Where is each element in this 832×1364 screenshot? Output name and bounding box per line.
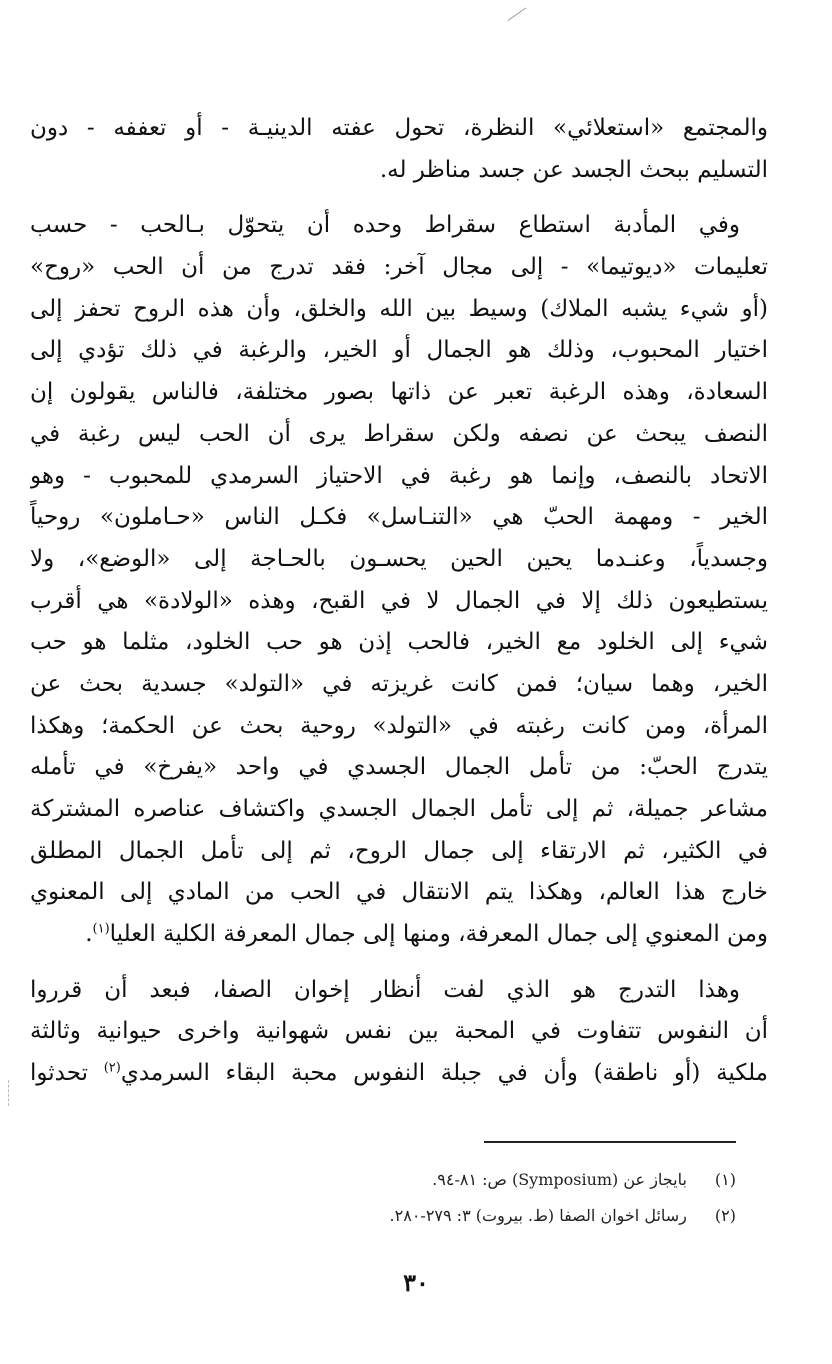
text-line: الاتحاد بالنصف، وإنما هو رغبة في الاحتياز السرمدي للمحبوب - وهو xyxy=(30,462,768,489)
text-line: وهذا التدرج هو الذي لفت أنظار إخوان الصفا، فبعد أن قرروا xyxy=(30,976,740,1003)
text-line: وجسدياً، وعنـدما يحين الحين يحسـون بالحـاجة إلى «الوضع»، ولا xyxy=(30,545,768,572)
text-line: مشاعر جميلة، ثم إلى تأمل الجمال الجسدي واكتشاف عناصره المشتركة xyxy=(30,796,768,822)
text-line: الخير - ومهمة الحبّ هي «التنـاسل» فكـل الناس «حـاملون» روحياً xyxy=(30,504,768,531)
text-line: اختيار المحبوب، وذلك هو الجمال أو الخير، والرغبة في ذلك تؤدي إلى xyxy=(30,337,768,364)
footnote-text: بايجاز عن (Symposium) ص: ٨١-٩٤. xyxy=(432,1170,687,1189)
text-line: يتدرج الحبّ: من تأمل الجمال الجسدي في واحد «يفرخ» في تأمله xyxy=(30,754,768,781)
text-line: المرأة، ومن كانت رغبته في «التولد» روحية بحث عن الحكمة؛ وهكذا xyxy=(30,712,768,739)
text-line xyxy=(30,1053,768,1095)
footnote-number: (١) xyxy=(714,1170,736,1189)
text-line: في الكثير، ثم الارتقاء إلى جمال الروح، ثم إلى تأمل الجمال المطلق xyxy=(30,837,768,864)
text-line: النصف يبحث عن نصفه ولكن سقراط يرى أن الحب ليس رغبة في xyxy=(30,420,768,447)
text-line: (أو شيء يشبه الملاك) وسيط بين الله والخلق، وأن هذه الروح تحفز إلى xyxy=(30,295,768,322)
text-line: أن النفوس تتفاوت في المحبة بين نفس شهوانية واخرى حيوانية وثالثة xyxy=(30,1018,768,1045)
footnote-ref: (٢) xyxy=(103,1060,121,1076)
text-line: السعادة، وهذه الرغبة تعبر عن ذاتها بصور مختلفة، فالناس يقولون إن xyxy=(30,379,768,406)
text-line: خارج هذا العالم، وهكذا يتم الانتقال في الحب من المادي إلى المعنوي xyxy=(30,879,768,906)
footnote-number: (٢) xyxy=(714,1206,736,1225)
footnotes xyxy=(236,1162,736,1234)
text-line-content: ومن المعنوي إلى جمال المعرفة، ومنها إلى جمال المعرفة الكلية العليا xyxy=(109,921,768,948)
text-line-tail: تحدثوا xyxy=(30,1060,88,1087)
text-line: شيء إلى الخلود مع الخير، فالحب إذن هو حب الخلود، مثلما هو حب xyxy=(30,629,768,656)
text-line: التسليم ببحث الجسد عن جسد مناظر له. xyxy=(379,156,768,183)
scan-mark xyxy=(508,7,527,20)
text-line: وفي المأدبة استطاع سقراط وحده أن يتحوّل بـالحب - حسب xyxy=(30,212,740,239)
footnote-separator xyxy=(484,1141,736,1143)
text-line: الخير، وهما سيان؛ فمن كانت غريزته في «التولد» جسدية بحث عن xyxy=(30,670,768,697)
footnote xyxy=(236,1162,736,1198)
text-line: ومن المعنوي إلى جمال المعرفة، ومنها إلى جمال المعرفة الكلية العليا$^{(١)}$. xyxy=(85,921,768,948)
text-line: والمجتمع «استعلائي» النظرة، تحول عفته الدينيـة - أو تعففه - دون xyxy=(30,115,768,141)
footnote-text: رسائل اخوان الصفا (ط. بيروت) ٣: ٢٧٩-٢٨٠. xyxy=(389,1206,687,1225)
text-line: يستطيعون ذلك إلا في الجمال لا في القبح، وهذه «الولادة» هي أقرب xyxy=(30,587,768,614)
body-text xyxy=(30,108,768,1095)
text-line: تعليمات «ديوتيما» - إلى مجال آخر: فقد تدرج من أن الحب «روح» xyxy=(30,254,768,281)
page-number: ٣٠ xyxy=(403,1268,429,1297)
text-line-content: ملكية (أو ناطقة) وأن في جبلة النفوس محبة البقاء السرمدي xyxy=(120,1060,768,1087)
footnote xyxy=(236,1198,736,1234)
margin-mark xyxy=(8,1080,10,1106)
footnote-ref: (١) xyxy=(92,921,110,937)
